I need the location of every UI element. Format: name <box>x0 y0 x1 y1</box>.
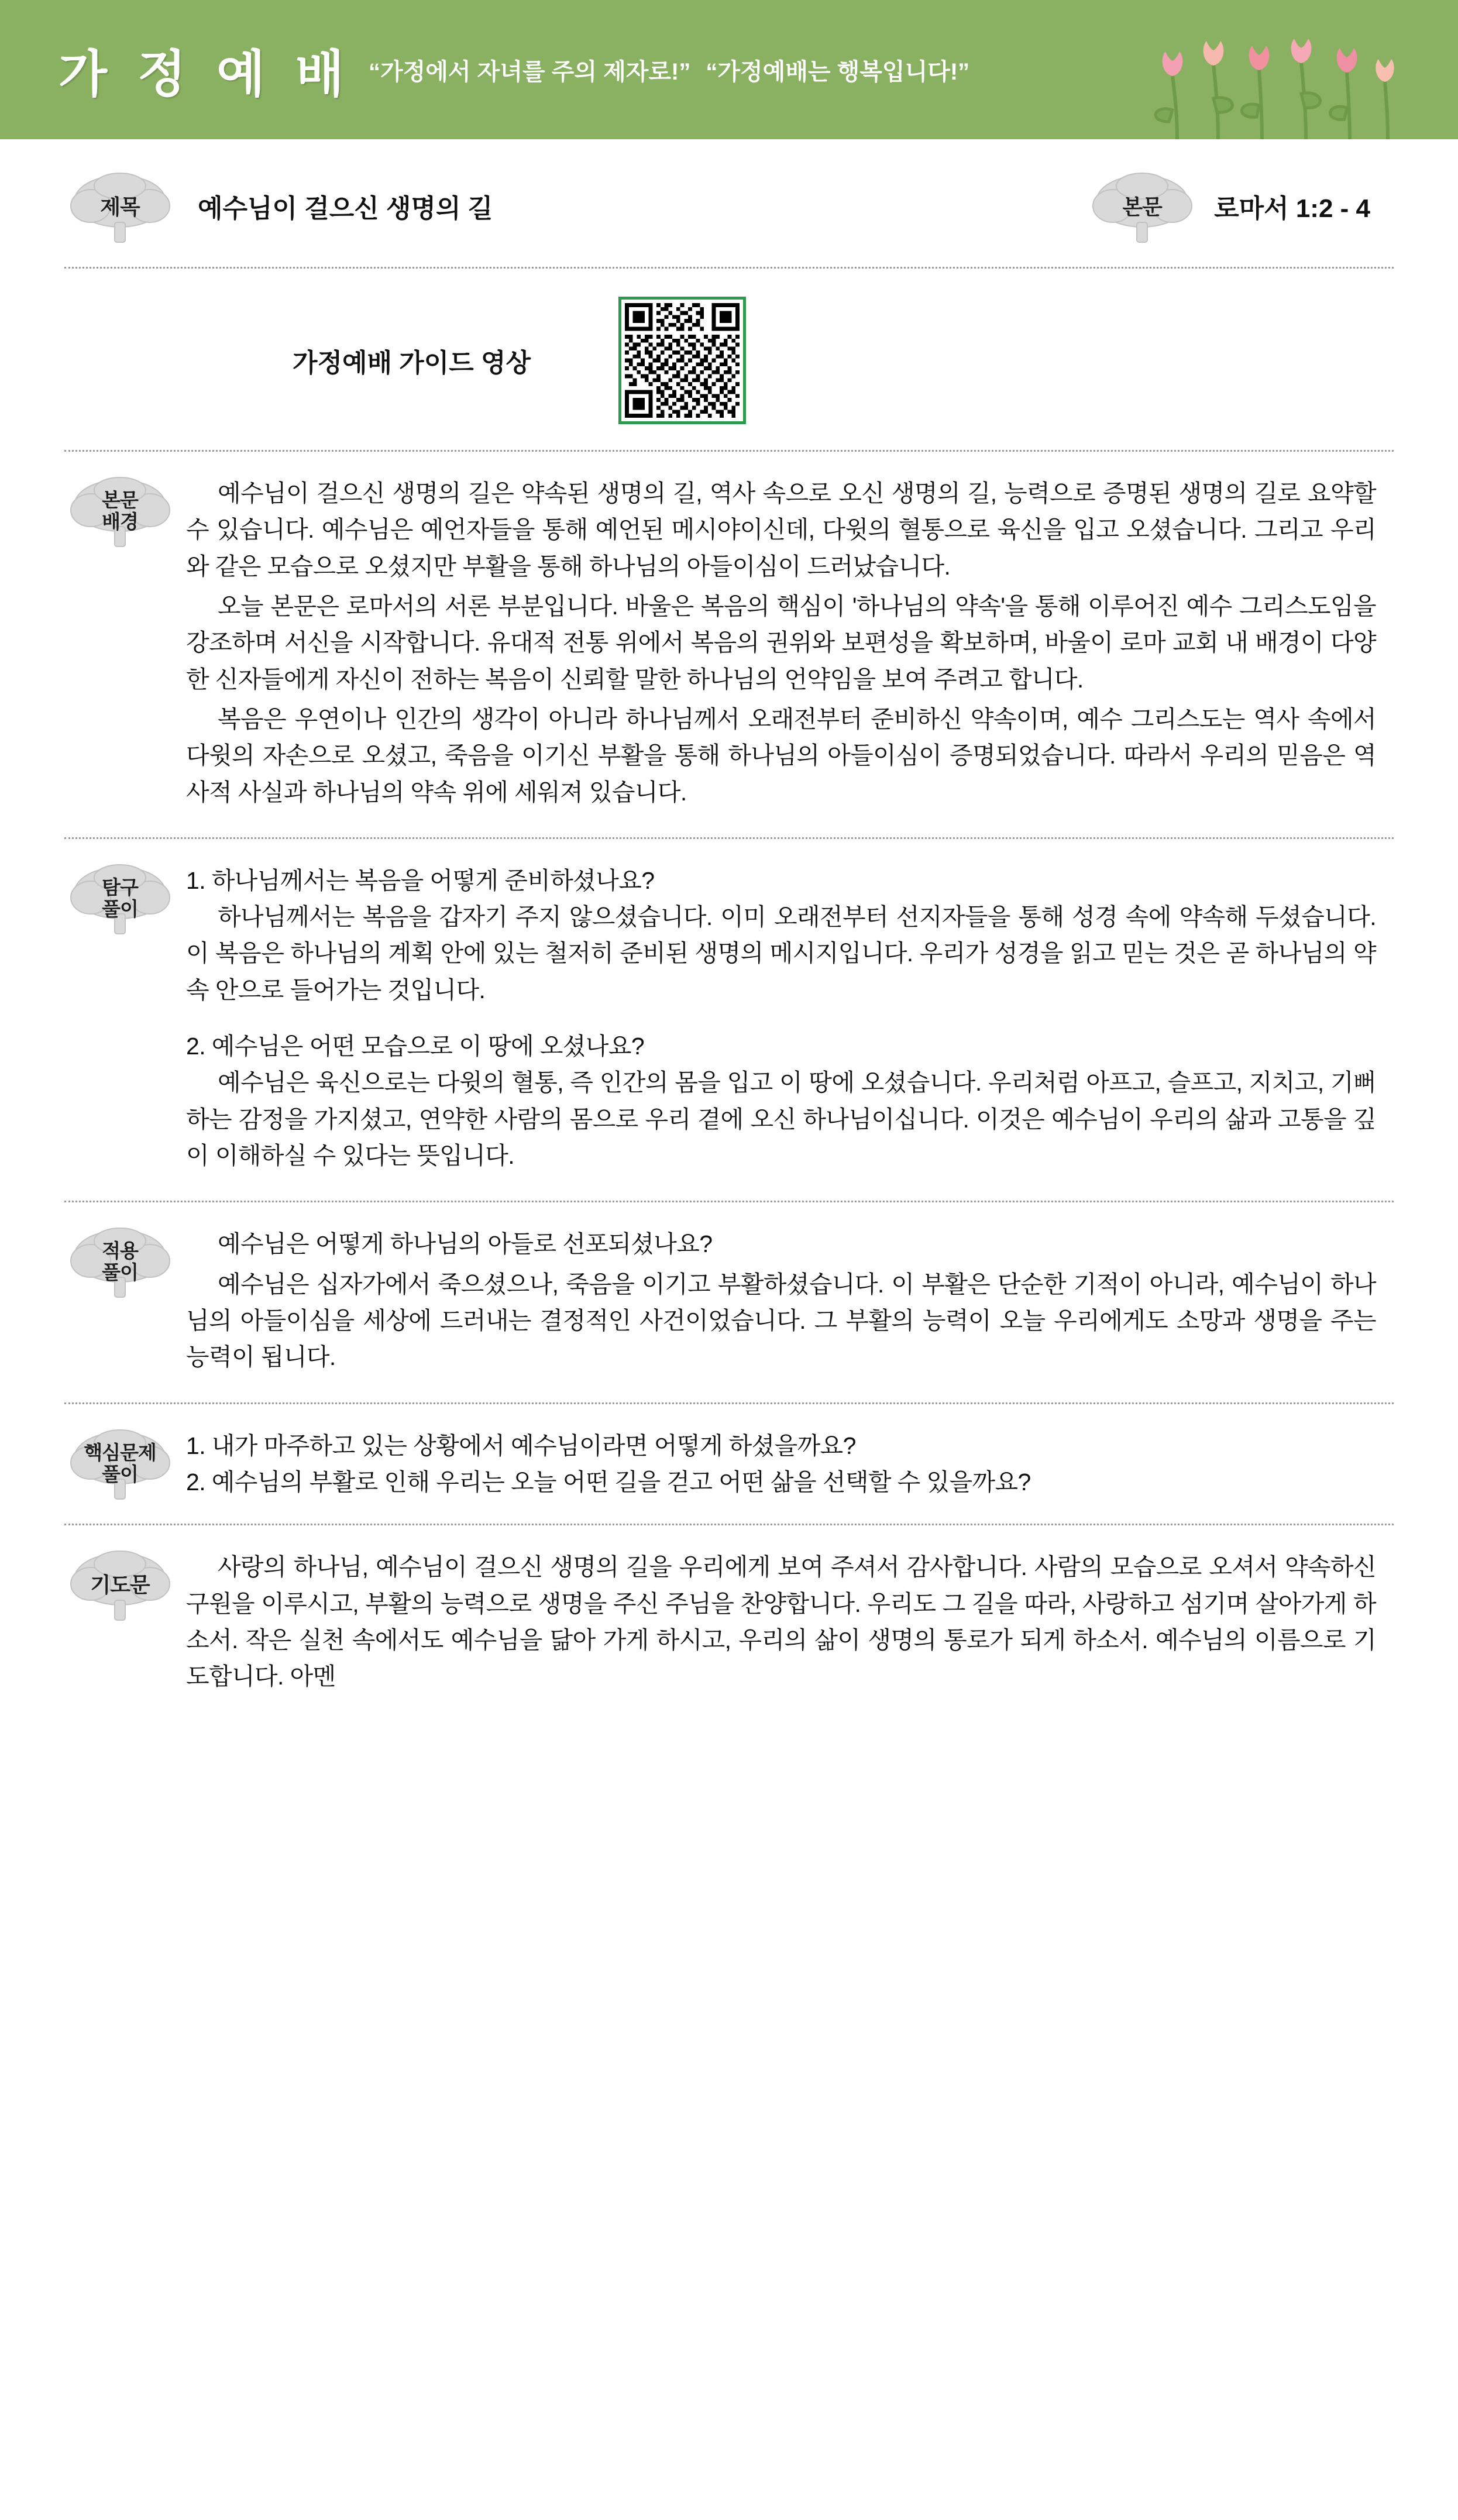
tag-background-line2: 배경 <box>102 511 138 532</box>
page-title: 가 정 예 배 <box>59 46 352 102</box>
section-study <box>0 839 1458 1201</box>
tag-prayer-label: 기도문 <box>90 1573 150 1597</box>
background-paragraph: 복음은 우연이나 인간의 생각이 아니라 하나님께서 오래전부터 준비하신 약속이며, 예수 그리스도는 역사 속에서 다윗의 자손으로 오셨고, 죽음을 이기신 부활을 통해 하나님의 아들이심이 증명되었습니다. 따라서 우리의 믿음은 역사적 사실과 하나님의 약속 위에 세워져 있습니다. <box>186 705 1376 806</box>
application-content <box>176 1226 1394 1378</box>
background-paragraph: 예수님이 걸으신 생명의 길은 약속된 생명의 길, 역사 속으로 오신 생명의 길, 능력으로 증명된 생명의 길로 요약할 수 있습니다. 예수님은 예언자들을 통해 예언된 메시야이신데, 다윗의 혈통으로 육신을 입고 오셨습니다. 그리고 우리와 같은 모습으로 오셨지만 부활을 통해 하나님의 아들이심이 드러났습니다. <box>186 480 1376 580</box>
study-answer: 예수님은 육신으로는 다윗의 혈통, 즉 인간의 몸을 입고 이 땅에 오셨습니다. 우리처럼 아프고, 슬프고, 지치고, 기뻐하는 감정을 가지셨고, 연약한 사람의 몸으로 우리 곁에 오신 하나님이십니다. 이것은 예수님이 우리의 삶과 고통을 깊이 이해하실 수 있다는 뜻입니다. <box>186 1069 1376 1169</box>
section-background <box>0 452 1458 837</box>
tag-application-line2: 풀이 <box>102 1261 138 1284</box>
study-answer: 하나님께서는 복음을 갑자기 주지 않으셨습니다. 이미 오래전부터 선지자들을 통해 성경 속에 약속해 두셨습니다. 이 복음은 하나님의 계획 안에 있는 철저히 준비된 생명의 메시지입니다. 우리가 성경을 읽고 믿는 것은 곧 하나님의 약속 안으로 들어가는 것입니다. <box>186 903 1376 1003</box>
tag-application-line1: 적용 <box>102 1240 138 1262</box>
tag-study-label <box>102 875 138 920</box>
tag-core-line1: 핵심문제 <box>84 1441 156 1463</box>
tag-study <box>64 862 176 933</box>
section-application <box>0 1202 1458 1402</box>
tag-prayer <box>64 1549 176 1619</box>
title-content <box>176 171 1394 241</box>
study-content <box>176 862 1394 1178</box>
tulip-decoration-icon <box>1142 28 1423 139</box>
tag-background-line1: 본문 <box>102 489 138 511</box>
guide-video-row <box>0 269 1458 450</box>
prayer-text: 사랑의 하나님, 예수님이 걸으신 생명의 길을 우리에게 보여 주셔서 감사합니다. 사람의 모습으로 오셔서 약속하신 구원을 이루시고, 부활의 능력으로 생명을 주신 주님을 찬양합니다. 우리도 그 길을 따라, 사랑하고 섬기며 살아가게 하소서. 작은 실천 속에서도 예수님을 닮아 가게 하시고, 우리의 삶이 생명의 통로가 되게 하소서. 예수님의 이름으로 기도합니다. 아멘 <box>186 1553 1376 1690</box>
lesson-title: 예수님이 걸으신 생명의 길 <box>198 194 493 223</box>
background-paragraph: 오늘 본문은 로마서의 서론 부분입니다. 바울은 복음의 핵심이 '하나님의 약속'을 통해 이루어진 예수 그리스도임을 강조하며 서신을 시작합니다. 유대적 전통 위에서 복음의 권위와 보편성을 확보하며, 바울이 로마 교회 내 배경이 다양한 신자들에게 자신이 전하는 복음이 신뢰할 말한 하나님의 언약임을 보여 주려고 합니다. <box>186 592 1376 693</box>
guide-video-label: 가정예배 가이드 영상 <box>293 349 531 377</box>
slogan-2: “가정예배는 행복입니다!” <box>706 59 970 85</box>
core-question: 1. 내가 마주하고 있는 상황에서 예수님이라면 어떻게 하셨을까요? <box>186 1432 856 1459</box>
title-row <box>0 139 1458 267</box>
tag-verse <box>1086 171 1198 241</box>
qr-code-icon <box>625 303 740 418</box>
tag-background <box>64 475 176 545</box>
page-header <box>0 0 1458 139</box>
tag-core-label <box>84 1440 156 1486</box>
study-question: 2. 예수님은 어떤 모습으로 이 땅에 오셨나요? <box>186 1033 645 1060</box>
verse-group <box>1086 171 1394 241</box>
tag-core-line2: 풀이 <box>102 1463 138 1485</box>
study-question: 1. 하나님께서는 복음을 어떻게 준비하셨나요? <box>186 867 655 894</box>
header-slogans <box>369 53 969 87</box>
core-question: 2. 예수님의 부활로 인해 우리는 오늘 어떤 길을 걷고 어떤 삶을 선택할 수 있을까요? <box>186 1468 1031 1496</box>
core-content <box>176 1428 1394 1501</box>
application-question: 예수님은 어떻게 하나님의 아들로 선포되셨나요? <box>218 1230 713 1258</box>
tag-subject <box>64 171 176 241</box>
slogan-1: “가정에서 자녀를 주의 제자로!” <box>369 59 691 85</box>
section-prayer <box>0 1525 1458 1721</box>
application-answer: 예수님은 십자가에서 죽으셨으나, 죽음을 이기고 부활하셨습니다. 이 부활은 단순한 기적이 아니라, 예수님이 하나님의 아들이심을 세상에 드러내는 결정적인 사건이었습니다. 그 부활의 능력이 오늘 우리에게도 소망과 생명을 주는 능력이 됩니다. <box>186 1270 1376 1371</box>
prayer-content <box>176 1549 1394 1698</box>
tag-application <box>64 1226 176 1296</box>
tag-core <box>64 1428 176 1498</box>
study-item <box>186 862 1376 1008</box>
guide-content <box>176 297 1394 424</box>
tag-application-label <box>102 1238 138 1284</box>
background-content <box>176 475 1394 814</box>
document-body <box>0 139 1458 1756</box>
tag-study-line2: 풀이 <box>102 898 138 920</box>
verse-reference: 로마서 1:2 - 4 <box>1214 194 1370 223</box>
study-item <box>186 1028 1376 1174</box>
tag-verse-label: 본문 <box>1122 194 1162 219</box>
tag-subject-label: 제목 <box>100 194 140 219</box>
tag-background-label <box>102 487 138 533</box>
section-core-questions <box>0 1404 1458 1524</box>
header-inner <box>59 0 969 139</box>
tag-study-line1: 탐구 <box>102 876 138 898</box>
qr-code[interactable] <box>618 297 746 424</box>
